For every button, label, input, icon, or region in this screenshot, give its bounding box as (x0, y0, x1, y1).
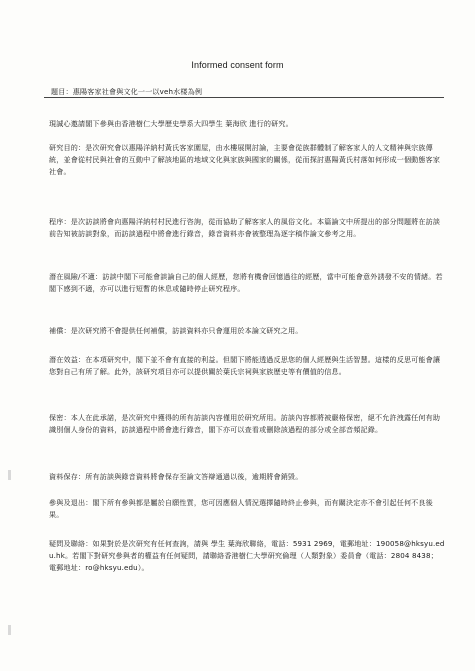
withdrawal-section: 參與及退出：閣下所有參與都是屬於自願性質，您可因應個人情況選擇隨時終止參與，而有關決定亦不會引起任何不良後果。 (49, 498, 433, 519)
risk-section: 潛在風險/不適：訪談中閣下可能會談論自己的個人經歷，您將有機會回憶過往的經歷，當中可能會意外誘發不安的情緒。若閣下感到不適，亦可以進行短暫的休息或隨時停止研究程序。 (49, 272, 443, 293)
storage-section: 資料保存：所有訪談與錄音資料將會保存至論文答辯通過以後，逾期將會銷毀。 (49, 472, 303, 481)
scan-edge-mark (8, 625, 11, 635)
invitation-text: 現誠心邀請閣下參與由香港樹仁大學歷史學系大四學生 葉海欣 進行的研究。 (49, 119, 293, 128)
confidentiality-section: 保密：本人在此承諾，是次研究中獲得的所有訪談內容僅用於研究所用。訪談內容都將被嚴格保密，絕不允許洩露任何有助識別個人身份的資料，訪談過程中將會進行錄音，閣下亦可以查看或刪除該過程的部分或全部音頻記錄。 (49, 413, 441, 434)
scan-edge-mark (8, 470, 11, 480)
compensation-section: 補償：是次研究將不會提供任何補償，訪談資料亦只會運用於本論文研究之用。 (49, 326, 303, 335)
procedure-section: 程序：是次訪談將會向惠陽洋納村村民進行咨詢，從而協助了解客家人的風俗文化。本篇論文中所提出的部分問題將在訪談前告知被訪談對象，而訪談過程中將會進行錄音，錄音資料亦會被整理為逐字稿作論文參考之用。 (49, 217, 441, 238)
topic-underline (44, 97, 444, 98)
study-topic: 題目：惠陽客家社會與文化一一以veh水楼為例 (51, 87, 203, 96)
contact-section: 疑問及聯絡：如果對於是次研究有任何查詢，請與 學生 葉海欣聯絡，電話：5931 2969，電郵地址：190058@hksyu.edu.hk。若閣下對研究參與者的權益有任何疑問，請聯絡香港樹仁大學研究倫理（人類對象）委員會（電話：2804 8438；電郵地址：ro@hksyu.edu）。 (49, 539, 445, 572)
form-title: Informed consent form (191, 60, 284, 70)
purpose-section: 研究目的：是次研究會以惠陽洋納村黃氏客家圍屋，由水樓展開討論，主要會從族群體制了解客家人的人文精神與宗族傳統，並會從村民與社會的互動中了解該地區的地域文化與家族與國家的關係，從而探討惠陽黃氏村落如何形成一個動態客家社會。 (49, 143, 441, 176)
benefit-section: 潛在效益：在本項研究中，閣下並不會有直接的利益。但閣下將能透過反思您的個人經歷與生活智慧。這樣的反思可能會讓您對自己有所了解。此外，該研究項目亦可以提供關於葉氏宗祠與家族歷史等有價值的信息。 (49, 355, 441, 376)
